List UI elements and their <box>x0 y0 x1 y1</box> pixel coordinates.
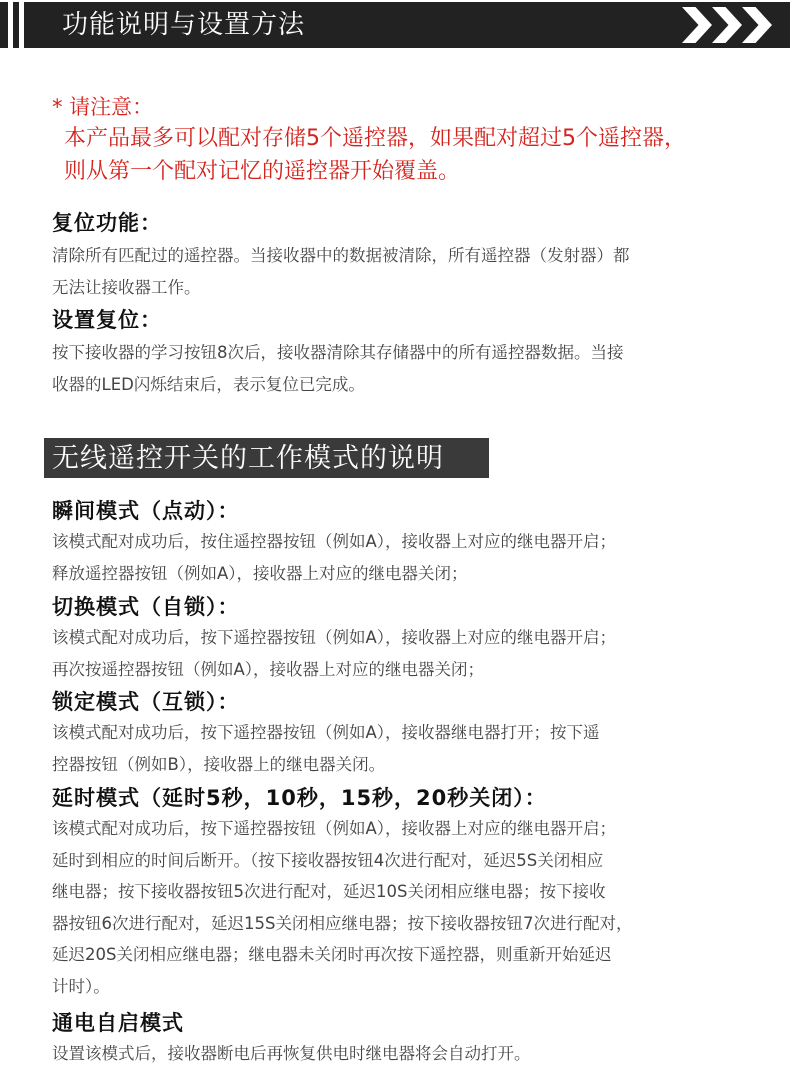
reset-title: 复位功能： <box>52 211 162 235</box>
header-stripe <box>13 2 19 48</box>
mode-title: 通电自启模式 <box>52 1011 184 1035</box>
reset-text: 无法让接收器工作。 <box>52 277 201 297</box>
set-reset-section <box>52 305 752 400</box>
header-bar <box>0 2 790 48</box>
set-reset-text: 收器的LED闪烁结束后，表示复位已完成。 <box>52 374 365 394</box>
notice-line: 本产品最多可以配对存储5个遥控器，如果配对超过5个遥控器， <box>64 126 686 151</box>
header-title: 功能说明与设置方法 <box>62 10 306 40</box>
mode-title: 锁定模式（互锁）： <box>52 690 240 714</box>
mode-title: 切换模式（自锁）： <box>52 595 240 619</box>
mode-text: 该模式配对成功后，按下遥控器按钮（例如A），接收器上对应的继电器开启； <box>52 628 617 647</box>
mode-toggle <box>52 592 752 685</box>
set-reset-text: 按下接收器的学习按钮8次后，接收器清除其存储器中的所有遥控器数据。当接 <box>52 343 624 362</box>
mode-text: 该模式配对成功后，按住遥控器按钮（例如A），接收器上对应的继电器开启； <box>52 532 617 551</box>
mode-text: 延时到相应的时间后断开。（按下接收器按钮4次进行配对，延迟5S关闭相应 <box>52 850 604 870</box>
mode-text: 继电器；按下接收器按钮5次进行配对，延迟10S关闭相应继电器；按下接收 <box>52 882 606 901</box>
chevron-right-icon <box>682 7 712 43</box>
mode-text: 延迟20S关闭相应继电器；继电器未关闭时再次按下遥控器，则重新开始延迟 <box>52 945 612 964</box>
mode-text: 设置该模式后，接收器断电后再恢复供电时继电器将会自动打开。 <box>52 1044 531 1063</box>
chevron-right-icon <box>668 2 778 48</box>
mode-text: 控器按钮（例如B），接收器上的继电器关闭。 <box>52 754 386 774</box>
mode-text: 释放遥控器按钮（例如A），接收器上对应的继电器关闭； <box>52 563 468 583</box>
modes-banner-title: 无线遥控开关的工作模式的说明 <box>52 443 444 474</box>
notice-label: * 请注意： <box>52 95 154 119</box>
mode-text: 该模式配对成功后，按下遥控器按钮（例如A），接收器继电器打开；按下遥 <box>52 723 600 742</box>
mode-text: 计时）。 <box>52 976 110 996</box>
reset-text: 清除所有匹配过的遥控器。当接收器中的数据被清除，所有遥控器（发射器）都 <box>52 246 630 265</box>
notice-line: 则从第一个配对记忆的遥控器开始覆盖。 <box>64 159 461 184</box>
header-stripe <box>0 2 8 48</box>
reset-section <box>52 208 752 303</box>
mode-interlock <box>52 687 752 780</box>
mode-title: 瞬间模式（点动）： <box>52 499 240 523</box>
mode-delay <box>52 783 752 1002</box>
set-reset-title: 设置复位： <box>52 308 162 332</box>
chevron-right-icon <box>712 7 742 43</box>
mode-power-on <box>52 1008 752 1070</box>
mode-text: 器按钮6次进行配对，延迟15S关闭相应继电器；按下接收器按钮7次进行配对， <box>52 913 633 933</box>
notice-block <box>52 92 764 188</box>
mode-text: 该模式配对成功后，按下遥控器按钮（例如A），接收器上对应的继电器开启； <box>52 819 617 838</box>
mode-momentary <box>52 496 752 589</box>
mode-title: 延时模式（延时5秒，10秒，15秒，20秒关闭）： <box>52 786 547 810</box>
chevron-right-icon <box>742 7 772 43</box>
mode-text: 再次按遥控器按钮（例如A），接收器上对应的继电器关闭； <box>52 659 485 679</box>
